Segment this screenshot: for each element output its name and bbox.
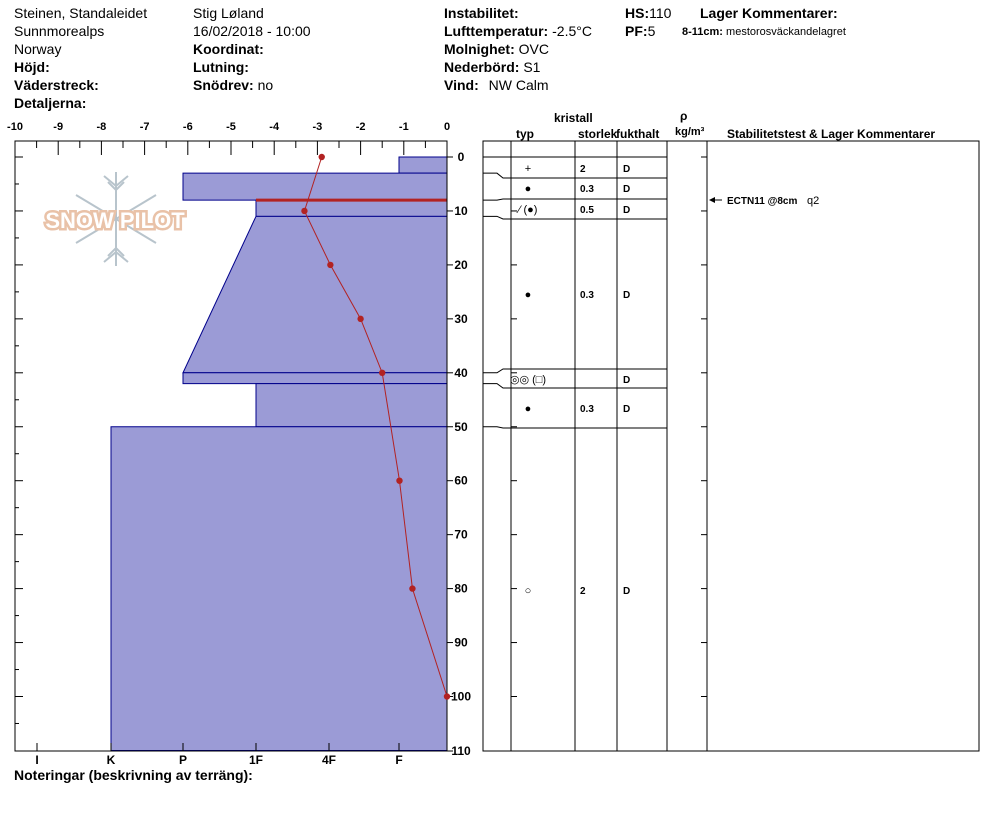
- storlek-header: storlek: [578, 127, 618, 141]
- layer-table: [483, 141, 979, 751]
- layer-grain-size: 2: [580, 586, 586, 597]
- stability-header: Stabilitetstest & Lager Kommentarer: [727, 127, 936, 141]
- layer-connector: [483, 369, 511, 373]
- hardness-tick-label: 1F: [248, 753, 264, 767]
- layer-connector: [483, 384, 511, 388]
- depth-tick-label: 110: [451, 744, 471, 758]
- stability-test-quality: q2: [807, 195, 820, 207]
- temp-tick-label: -9: [53, 121, 64, 133]
- snowpilot-logo: [45, 172, 185, 266]
- temp-tick-label: -6: [182, 121, 193, 133]
- layer-connector: [483, 216, 511, 219]
- fukthalt-header: fukthalt: [616, 127, 660, 141]
- table-frame: [483, 141, 979, 751]
- layer-connector: [483, 199, 511, 200]
- hs-label: HS:: [625, 5, 650, 21]
- observer: Stig Løland: [193, 5, 264, 21]
- layer-grain-type: +: [524, 163, 532, 175]
- depth-tick-label: 20: [454, 257, 468, 272]
- hardness-layer: [183, 216, 447, 372]
- layer-grain-size: 0.3: [580, 404, 594, 415]
- temperature-point: [301, 208, 307, 214]
- range: Sunnmorealps: [14, 23, 105, 39]
- temp-tick-label: -4: [269, 121, 280, 133]
- stability-test-label: ECTN11 @8cm: [727, 196, 798, 207]
- hardness-tick-label: F: [395, 753, 403, 767]
- vind-label: Vind:: [444, 77, 479, 93]
- depth-tick-label: 70: [454, 527, 468, 542]
- hardness-profile: [111, 157, 447, 750]
- pf-value: 5: [647, 23, 656, 39]
- lager-depth: 8-11cm:: [682, 26, 723, 38]
- depth-tick-label: 40: [454, 365, 468, 380]
- temperature-point: [409, 585, 415, 591]
- typ-header: typ: [516, 127, 534, 141]
- layer-grain-type: ○: [524, 585, 532, 597]
- temp-tick-label: -1: [398, 121, 409, 133]
- kristall-header: kristall: [554, 111, 593, 125]
- lutning-label: Lutning:: [193, 59, 249, 75]
- lufttemp-label: Lufttemperatur:: [444, 23, 549, 39]
- layer-grain-size: 0.5: [580, 205, 594, 216]
- layer-grain-size: 0.3: [580, 184, 594, 195]
- temp-tick-label: -2: [355, 121, 366, 133]
- layer-grain-size: 2: [580, 164, 586, 175]
- depth-tick-label: 10: [454, 203, 468, 218]
- temperature-point: [357, 316, 363, 322]
- layer-moisture: D: [623, 586, 631, 597]
- hs-value: 110: [649, 5, 672, 21]
- layer-grain-type: ●: [524, 183, 532, 195]
- nederbord-label: Nederbörd:: [444, 59, 520, 75]
- layer-grain-type: ⁄ (●): [518, 204, 538, 216]
- logo-text: SNOW PILOT: [45, 208, 185, 233]
- rho-header: ρ: [680, 109, 688, 123]
- hojd-label: Höjd:: [14, 59, 50, 75]
- depth-tick-label: 50: [454, 419, 468, 434]
- layer-connector: [483, 427, 511, 428]
- molnighet-value: OVC: [518, 41, 549, 57]
- layer-moisture: D: [623, 375, 631, 386]
- koordinat-label: Koordinat:: [193, 41, 264, 57]
- density-unit-header: kg/m³: [675, 126, 705, 138]
- hardness-layer: [183, 373, 447, 384]
- temp-tick-label: -8: [96, 121, 107, 133]
- hardness-tick-label: I: [35, 753, 39, 767]
- detaljerna-label: Detaljerna:: [14, 95, 87, 111]
- location: Steinen, Standaleidet: [14, 5, 148, 21]
- hardness-layer: [256, 200, 447, 216]
- temperature-point: [379, 370, 385, 376]
- snodrev-value: no: [257, 77, 274, 93]
- layer-grain-type: ◎◎ (□): [509, 374, 547, 386]
- layer-grain-size: 0.3: [580, 290, 594, 301]
- temp-tick-label: 0: [443, 121, 451, 133]
- layer-grain-type: ●: [524, 289, 532, 301]
- temp-tick-label: -5: [226, 121, 236, 133]
- depth-tick-label: 0: [457, 150, 465, 164]
- temperature-point: [319, 154, 325, 160]
- temperature-point: [444, 693, 450, 699]
- layer-moisture: D: [623, 164, 631, 175]
- layer-grain-type: ●: [524, 403, 532, 415]
- notes-label: Noteringar (beskrivning av terräng):: [14, 767, 253, 783]
- temperature-point: [327, 262, 333, 268]
- depth-tick-label: 80: [454, 581, 468, 596]
- hardness-layer: [256, 384, 447, 427]
- vaderstreck-label: Väderstreck:: [14, 77, 99, 93]
- nederbord-value: S1: [523, 59, 541, 75]
- layer-moisture: D: [623, 404, 631, 415]
- temp-tick-label: -7: [139, 121, 150, 133]
- hardness-tick-label: 4F: [321, 753, 337, 767]
- layer-moisture: D: [623, 205, 631, 216]
- depth-tick-label: 90: [454, 635, 468, 650]
- temp-tick-label: -3: [312, 121, 323, 133]
- molnighet-label: Molnighet:: [444, 41, 515, 57]
- lager-text: mestorosväckandelagret: [726, 26, 846, 38]
- depth-tick-label: 100: [450, 689, 472, 704]
- vind-value: NW Calm: [488, 77, 549, 93]
- temp-tick-label: -10: [7, 121, 23, 133]
- lufttemp-value: -2.5°C: [552, 23, 592, 39]
- hardness-layer: [111, 427, 447, 751]
- snodrev-label: Snödrev:: [193, 77, 254, 93]
- hardness-tick-label: P: [178, 753, 188, 767]
- hardness-tick-label: K: [106, 753, 116, 767]
- layer-moisture: D: [623, 184, 631, 195]
- depth-tick-label: 30: [454, 311, 468, 326]
- country: Norway: [14, 41, 62, 57]
- lager-label: Lager Kommentarer:: [700, 5, 838, 21]
- stability-arrowhead: [709, 197, 715, 203]
- hardness-layer: [399, 157, 447, 173]
- layer-moisture: D: [623, 290, 631, 301]
- instabilitet-label: Instabilitet:: [444, 5, 519, 21]
- datetime: 16/02/2018 - 10:00: [193, 23, 311, 39]
- depth-tick-label: 60: [454, 473, 468, 488]
- temperature-point: [396, 478, 402, 484]
- pf-label: PF:: [625, 23, 648, 39]
- layer-connector: [483, 173, 511, 178]
